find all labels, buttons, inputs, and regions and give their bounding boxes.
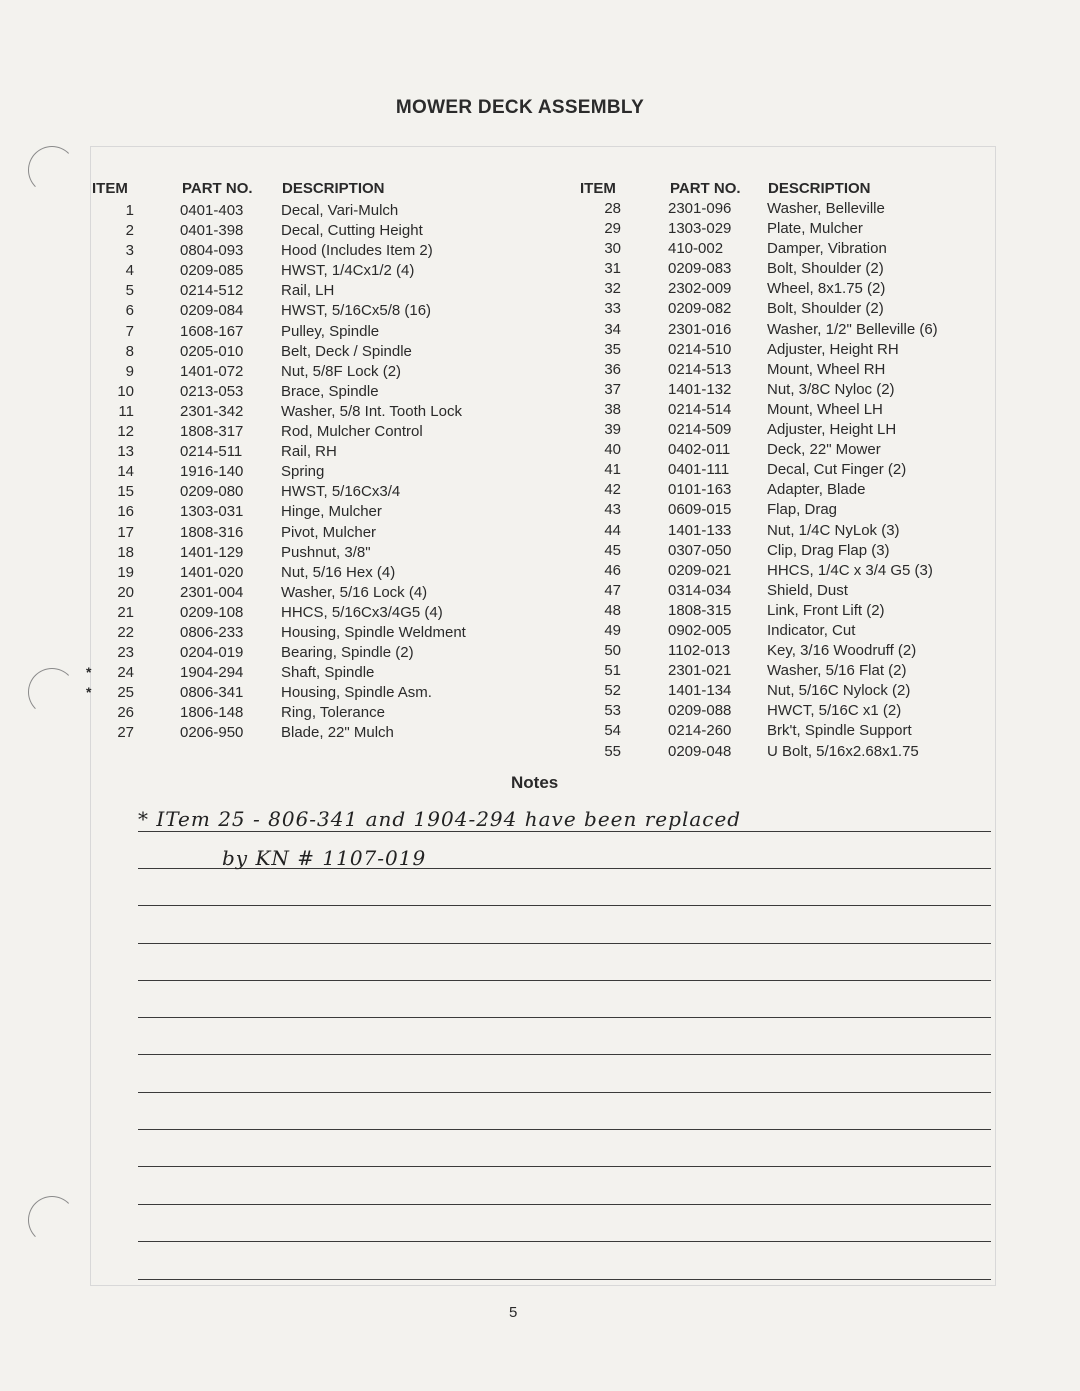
description: Nut, 1/4C NyLok (3) <box>767 521 900 539</box>
item-number: 52 <box>604 682 621 700</box>
header-part-no: PART NO. <box>670 180 741 197</box>
part-number: 2301-004 <box>180 583 244 601</box>
part-number: 1401-020 <box>180 563 244 581</box>
item-number: 19 <box>117 563 134 581</box>
note-rule-line <box>138 980 991 981</box>
part-number: 0314-034 <box>668 581 732 599</box>
description: Pulley, Spindle <box>281 322 380 340</box>
handwritten-note-line-1: * ITem 25 - 806-341 and 1904-294 have been replaced <box>138 807 742 831</box>
item-number: 20 <box>117 583 134 601</box>
part-number: 1808-317 <box>180 423 244 441</box>
description: Rail, LH <box>281 282 335 300</box>
description: Indicator, Cut <box>767 621 856 639</box>
description: Brk't, Spindle Support <box>767 722 912 740</box>
part-number: 0806-233 <box>180 623 244 641</box>
description: Washer, 5/16 Flat (2) <box>767 662 907 680</box>
description: Shaft, Spindle <box>281 664 375 682</box>
part-number: 2301-342 <box>180 402 244 420</box>
description: Bearing, Spindle (2) <box>281 644 414 662</box>
part-number: 1401-134 <box>668 682 732 700</box>
item-number: 40 <box>604 441 621 459</box>
part-number: 0806-341 <box>180 684 244 702</box>
item-number: 46 <box>604 561 621 579</box>
description: Decal, Cut Finger (2) <box>767 461 907 479</box>
item-number: 39 <box>604 421 621 439</box>
part-number: 0205-010 <box>180 342 244 360</box>
part-number: 0214-511 <box>180 443 243 461</box>
description: Shield, Dust <box>767 581 848 599</box>
part-number: 1916-140 <box>180 463 244 481</box>
part-number: 0804-093 <box>180 242 244 260</box>
description: Deck, 22" Mower <box>767 441 881 459</box>
item-number: 29 <box>604 220 621 238</box>
part-number: 0214-513 <box>668 360 732 378</box>
description: Decal, Vari-Mulch <box>281 202 399 219</box>
header-item: ITEM <box>92 180 128 197</box>
item-number: 7 <box>125 322 134 340</box>
description: Pivot, Mulcher <box>281 523 377 541</box>
description: Rod, Mulcher Control <box>281 423 423 441</box>
part-number: 0214-260 <box>668 722 732 740</box>
part-number: 0209-048 <box>668 742 732 760</box>
description: Brace, Spindle <box>281 382 379 400</box>
item-number: 37 <box>604 380 621 398</box>
page-number: 5 <box>509 1304 518 1321</box>
part-number: 2301-096 <box>668 200 732 217</box>
item-number: 53 <box>604 702 621 720</box>
item-number: 24 <box>117 664 134 682</box>
part-number: 0609-015 <box>668 501 732 519</box>
description: Washer, 5/8 Int. Tooth Lock <box>281 402 462 420</box>
description: Plate, Mulcher <box>767 220 863 238</box>
description: Nut, 5/16C Nylock (2) <box>767 682 911 700</box>
part-number: 1806-148 <box>180 704 244 722</box>
item-number: 10 <box>117 382 134 400</box>
description: Key, 3/16 Woodruff (2) <box>767 642 917 660</box>
part-number: 2301-016 <box>668 320 732 338</box>
item-number: 22 <box>117 623 134 641</box>
header-description: DESCRIPTION <box>768 180 871 197</box>
description: Bolt, Shoulder (2) <box>767 300 884 318</box>
item-number: 3 <box>125 242 134 260</box>
part-number: 1303-031 <box>180 503 244 521</box>
part-number: 2302-009 <box>668 280 732 298</box>
part-number: 0214-510 <box>668 340 732 358</box>
description: Housing, Spindle Weldment <box>281 623 466 641</box>
part-number: 1904-294 <box>180 664 244 682</box>
item-number: 25 <box>117 684 134 702</box>
note-rule-line <box>138 1017 991 1018</box>
handwritten-note-line-2: by KN # 1107-019 <box>222 846 427 870</box>
item-number: 21 <box>117 603 134 621</box>
description: HWCT, 5/16C x1 (2) <box>767 702 902 720</box>
description: Adjuster, Height LH <box>767 421 897 439</box>
note-rule-line <box>138 831 991 832</box>
item-number: 9 <box>125 362 134 380</box>
notes-heading: Notes <box>511 773 559 792</box>
note-rule-line <box>138 1279 991 1280</box>
item-number: 31 <box>604 260 621 278</box>
item-number: 28 <box>604 200 621 217</box>
binder-hole <box>28 1196 76 1244</box>
description: U Bolt, 5/16x2.68x1.75 <box>767 742 919 760</box>
asterisk-mark: * <box>86 664 92 681</box>
description: Decal, Cutting Height <box>281 222 423 240</box>
description: Spring <box>281 463 325 481</box>
part-number: 0401-398 <box>180 222 244 240</box>
item-number: 5 <box>125 282 134 300</box>
part-number: 0204-019 <box>180 644 244 662</box>
description: Clip, Drag Flap (3) <box>767 541 890 559</box>
note-rule-line <box>138 905 991 906</box>
item-number: 55 <box>604 742 621 760</box>
part-number: 0213-053 <box>180 382 244 400</box>
part-number: 0401-403 <box>180 202 244 219</box>
part-number: 0902-005 <box>668 621 732 639</box>
part-number: 0206-950 <box>180 724 244 742</box>
description: Rail, RH <box>281 443 337 461</box>
item-number: 49 <box>604 621 621 639</box>
item-number: 50 <box>604 642 621 660</box>
note-rule-line <box>138 1054 991 1055</box>
description: HWST, 5/16Cx3/4 <box>281 483 401 501</box>
part-number: 1303-029 <box>668 220 732 238</box>
part-number: 1608-167 <box>180 322 244 340</box>
binder-hole <box>28 146 76 194</box>
description: Nut, 5/8F Lock (2) <box>281 362 402 380</box>
description: Nut, 3/8C Nyloc (2) <box>767 380 895 398</box>
item-number: 44 <box>604 521 621 539</box>
description: Pushnut, 3/8" <box>281 543 371 561</box>
item-number: 18 <box>117 543 134 561</box>
header-item: ITEM <box>580 180 616 197</box>
item-number: 12 <box>117 423 134 441</box>
part-number: 0214-509 <box>668 421 732 439</box>
part-number: 0209-080 <box>180 483 244 501</box>
description: Hood (Includes Item 2) <box>281 242 433 260</box>
item-number: 47 <box>604 581 621 599</box>
part-number: 0307-050 <box>668 541 732 559</box>
item-number: 41 <box>604 461 621 479</box>
item-number: 17 <box>117 523 134 541</box>
item-number: 4 <box>125 262 134 280</box>
description: Mount, Wheel LH <box>767 400 883 418</box>
description: Mount, Wheel RH <box>767 360 886 378</box>
part-number: 0209-021 <box>668 561 732 579</box>
part-number: 0209-088 <box>668 702 732 720</box>
part-number: 0214-514 <box>668 400 732 418</box>
description: HHCS, 1/4C x 3/4 G5 (3) <box>767 561 933 579</box>
part-number: 410-002 <box>668 240 724 258</box>
part-number: 0214-512 <box>180 282 244 300</box>
item-number: 34 <box>604 320 621 338</box>
description: Link, Front Lift (2) <box>767 601 885 619</box>
item-number: 26 <box>117 704 134 722</box>
description: Adjuster, Height RH <box>767 340 899 358</box>
part-number: 2301-021 <box>668 662 732 680</box>
description: Flap, Drag <box>767 501 838 519</box>
item-number: 30 <box>604 240 621 258</box>
asterisk-mark: * <box>86 684 92 701</box>
description: Bolt, Shoulder (2) <box>767 260 884 278</box>
part-number: 0209-083 <box>668 260 732 278</box>
description: HWST, 5/16Cx5/8 (16) <box>281 302 432 320</box>
description: Blade, 22" Mulch <box>281 724 394 742</box>
part-number: 1401-133 <box>668 521 732 539</box>
note-rule-line <box>138 1241 991 1242</box>
note-rule-line <box>138 1204 991 1205</box>
item-number: 8 <box>125 342 134 360</box>
note-rule-line <box>138 1129 991 1130</box>
description: Washer, 5/16 Lock (4) <box>281 583 428 601</box>
item-number: 51 <box>604 662 621 680</box>
part-number: 1401-072 <box>180 362 244 380</box>
item-number: 35 <box>604 340 621 358</box>
description: HHCS, 5/16Cx3/4G5 (4) <box>281 603 443 621</box>
part-number: 0209-084 <box>180 302 244 320</box>
item-number: 13 <box>117 443 134 461</box>
item-number: 43 <box>604 501 621 519</box>
item-number: 32 <box>604 280 621 298</box>
item-number: 16 <box>117 503 134 521</box>
description: Nut, 5/16 Hex (4) <box>281 563 396 581</box>
description: Wheel, 8x1.75 (2) <box>767 280 886 298</box>
description: Washer, Belleville <box>767 200 885 217</box>
part-number: 0402-011 <box>668 441 731 459</box>
item-number: 42 <box>604 481 621 499</box>
part-number: 0401-111 <box>668 461 730 479</box>
note-rule-line <box>138 1166 991 1167</box>
item-number: 1 <box>125 202 134 219</box>
description: Ring, Tolerance <box>281 704 385 722</box>
header-part-no: PART NO. <box>182 180 253 197</box>
item-number: 33 <box>604 300 621 318</box>
part-number: 1102-013 <box>668 642 731 660</box>
description: Damper, Vibration <box>767 240 887 258</box>
part-number: 1401-132 <box>668 380 732 398</box>
item-number: 38 <box>604 400 621 418</box>
item-number: 54 <box>604 722 621 740</box>
description: Adapter, Blade <box>767 481 866 499</box>
description: Washer, 1/2" Belleville (6) <box>767 320 938 338</box>
part-number: 1808-316 <box>180 523 244 541</box>
part-number: 0101-163 <box>668 481 732 499</box>
page-title: MOWER DECK ASSEMBLY <box>395 97 645 118</box>
part-number: 1401-129 <box>180 543 244 561</box>
item-number: 14 <box>117 463 134 481</box>
item-number: 15 <box>117 483 134 501</box>
header-description: DESCRIPTION <box>282 180 385 197</box>
description: Housing, Spindle Asm. <box>281 684 432 702</box>
item-number: 36 <box>604 360 621 378</box>
binder-hole <box>28 668 76 716</box>
part-number: 0209-085 <box>180 262 244 280</box>
item-number: 45 <box>604 541 621 559</box>
part-number: 0209-082 <box>668 300 732 318</box>
note-rule-line <box>138 1092 991 1093</box>
item-number: 27 <box>117 724 134 742</box>
note-rule-line <box>138 943 991 944</box>
item-number: 11 <box>118 402 134 420</box>
item-number: 6 <box>125 302 134 320</box>
description: Belt, Deck / Spindle <box>281 342 412 360</box>
description: Hinge, Mulcher <box>281 503 382 521</box>
item-number: 23 <box>117 644 134 662</box>
part-number: 0209-108 <box>180 603 244 621</box>
description: HWST, 1/4Cx1/2 (4) <box>281 262 415 280</box>
item-number: 2 <box>125 222 134 240</box>
item-number: 48 <box>604 601 621 619</box>
part-number: 1808-315 <box>668 601 732 619</box>
